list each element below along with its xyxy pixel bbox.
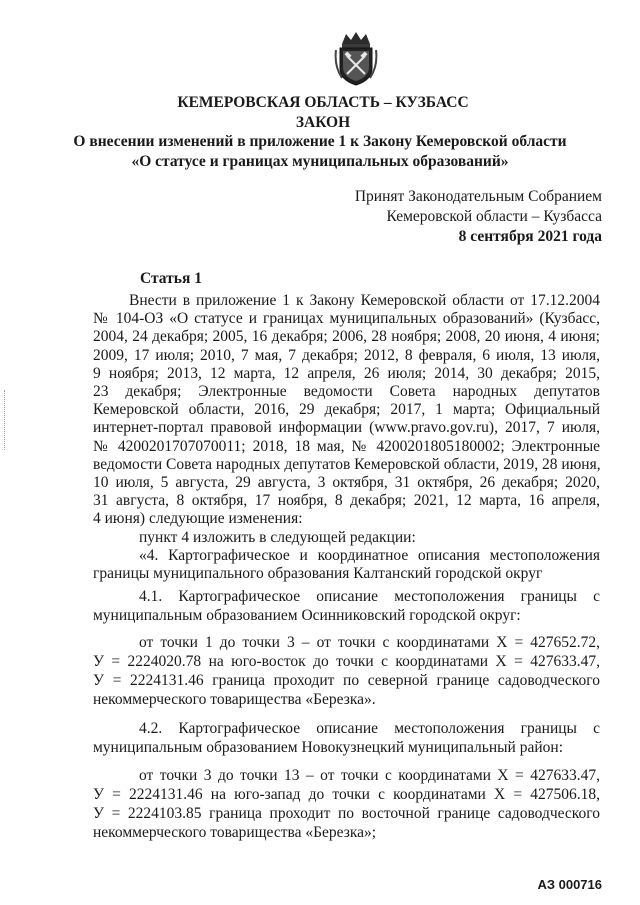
text-line: № 4200201707070011; 2018, 18 мая, № 4200201805180002; Электронные: [93, 437, 600, 455]
text-line: 10 июля, 5 августа, 29 августа, 3 октября, 31 октября, 26 декабря; 2020,: [93, 474, 600, 492]
text-line: Внести в приложение 1 к Закону Кемеровской области от 17.12.2004: [129, 292, 600, 309]
section-4-1-heading: [93, 587, 600, 625]
text-line: 2009, 17 июля; 2010, 7 мая, 7 декабря; 2012, 8 февраля, 6 июля, 13 июля,: [93, 346, 600, 364]
document-serial-code: АЗ 000716: [537, 877, 602, 892]
text-line: 23 декабря; Электронные ведомости Совета народных депутатов: [93, 383, 600, 401]
section-4-2-text: [93, 766, 600, 842]
text-line: от точки 1 до точки 3 – от точки с координатами Х = 427652.72,: [139, 634, 600, 651]
adoption-block: [355, 187, 602, 247]
text-line: 4 июня) следующие изменения:: [93, 510, 303, 528]
point4-line-2: границы муниципального образования Калтанский городской округ: [93, 565, 543, 583]
coat-of-arms-icon: [334, 30, 378, 86]
article-intro: [93, 292, 600, 583]
text-line: некоммерческого товарищества «Березка»;: [93, 824, 377, 841]
article-title: Статья 1: [140, 270, 202, 287]
text-line: 2004, 24 декабря; 2005, 16 декабря; 2006, 28 ноября; 2008, 20 июня, 4 июня;: [93, 328, 600, 346]
region-title: КЕМЕРОВСКАЯ ОБЛАСТЬ – КУЗБАСС: [177, 94, 469, 111]
adoption-line-1: Принят Законодательным Собранием: [354, 188, 602, 205]
text-line: Кемеровской области, 2016, 29 декабря; 2017, 1 марта; Официальный: [93, 401, 600, 419]
section-4-1-text: [93, 633, 600, 709]
text-line: 9 ноября; 2013, 12 марта, 12 апреля, 26 июля; 2014, 30 декабря; 2015,: [93, 364, 600, 382]
adoption-date: 8 сентября 2021 года: [458, 228, 602, 245]
law-title-line-2: «О статусе и границах муниципальных образований»: [131, 153, 509, 170]
adoption-line-2: Кемеровской области – Кузбасса: [386, 208, 602, 225]
text-line: от точки 3 до точки 13 – от точки с координатами Х = 427633.47,: [139, 767, 600, 784]
law-heading: ЗАКОН: [295, 114, 351, 131]
section-4-2-heading: [93, 719, 600, 757]
text-line: У = 2224131.46 на юго-запад до точки с координатами Х = 427506.18,: [93, 786, 600, 803]
text-line: № 104-ОЗ «О статусе и границах муниципальных образований» (Кузбасс,: [93, 310, 600, 328]
text-line: У = 2224103.85 граница проходит по восточной границе садоводческого: [93, 805, 600, 822]
text-line: муниципальным образованием Осинниковский городской округ:: [93, 607, 521, 624]
text-line: 4.1. Картографическое описание местоположения границы с: [139, 588, 600, 605]
text-line: интернет-портал правовой информации (www.pravo.gov.ru), 2017, 7 июля,: [93, 419, 600, 437]
law-title: [0, 132, 640, 172]
text-line: 31 августа, 8 октября, 17 ноября, 8 декабря; 2021, 12 марта, 16 апреля,: [93, 492, 600, 510]
text-line: 4.2. Картографическое описание местоположения границы с: [139, 720, 600, 737]
margin-mark: [4, 390, 7, 450]
law-title-line-1: О внесении изменений в приложение 1 к Закону Кемеровской области: [73, 133, 567, 150]
text-line: У = 2224131.46 граница проходит по северной границе садоводческого: [93, 672, 600, 689]
text-line: некоммерческого товарищества «Березка».: [93, 691, 376, 708]
point-intro: пункт 4 изложить в следующей редакции:: [139, 528, 416, 546]
text-line: У = 2224020.78 на юго-восток до точки с координатами Х = 427633.47,: [93, 653, 600, 670]
point4-line-1: «4. Картографическое и координатное описания местоположения: [139, 546, 600, 564]
text-line: ведомости Совета народных депутатов Кемеровской области, 2019, 28 июня,: [93, 455, 601, 473]
text-line: муниципальным образованием Новокузнецкий муниципальный район:: [93, 739, 564, 756]
